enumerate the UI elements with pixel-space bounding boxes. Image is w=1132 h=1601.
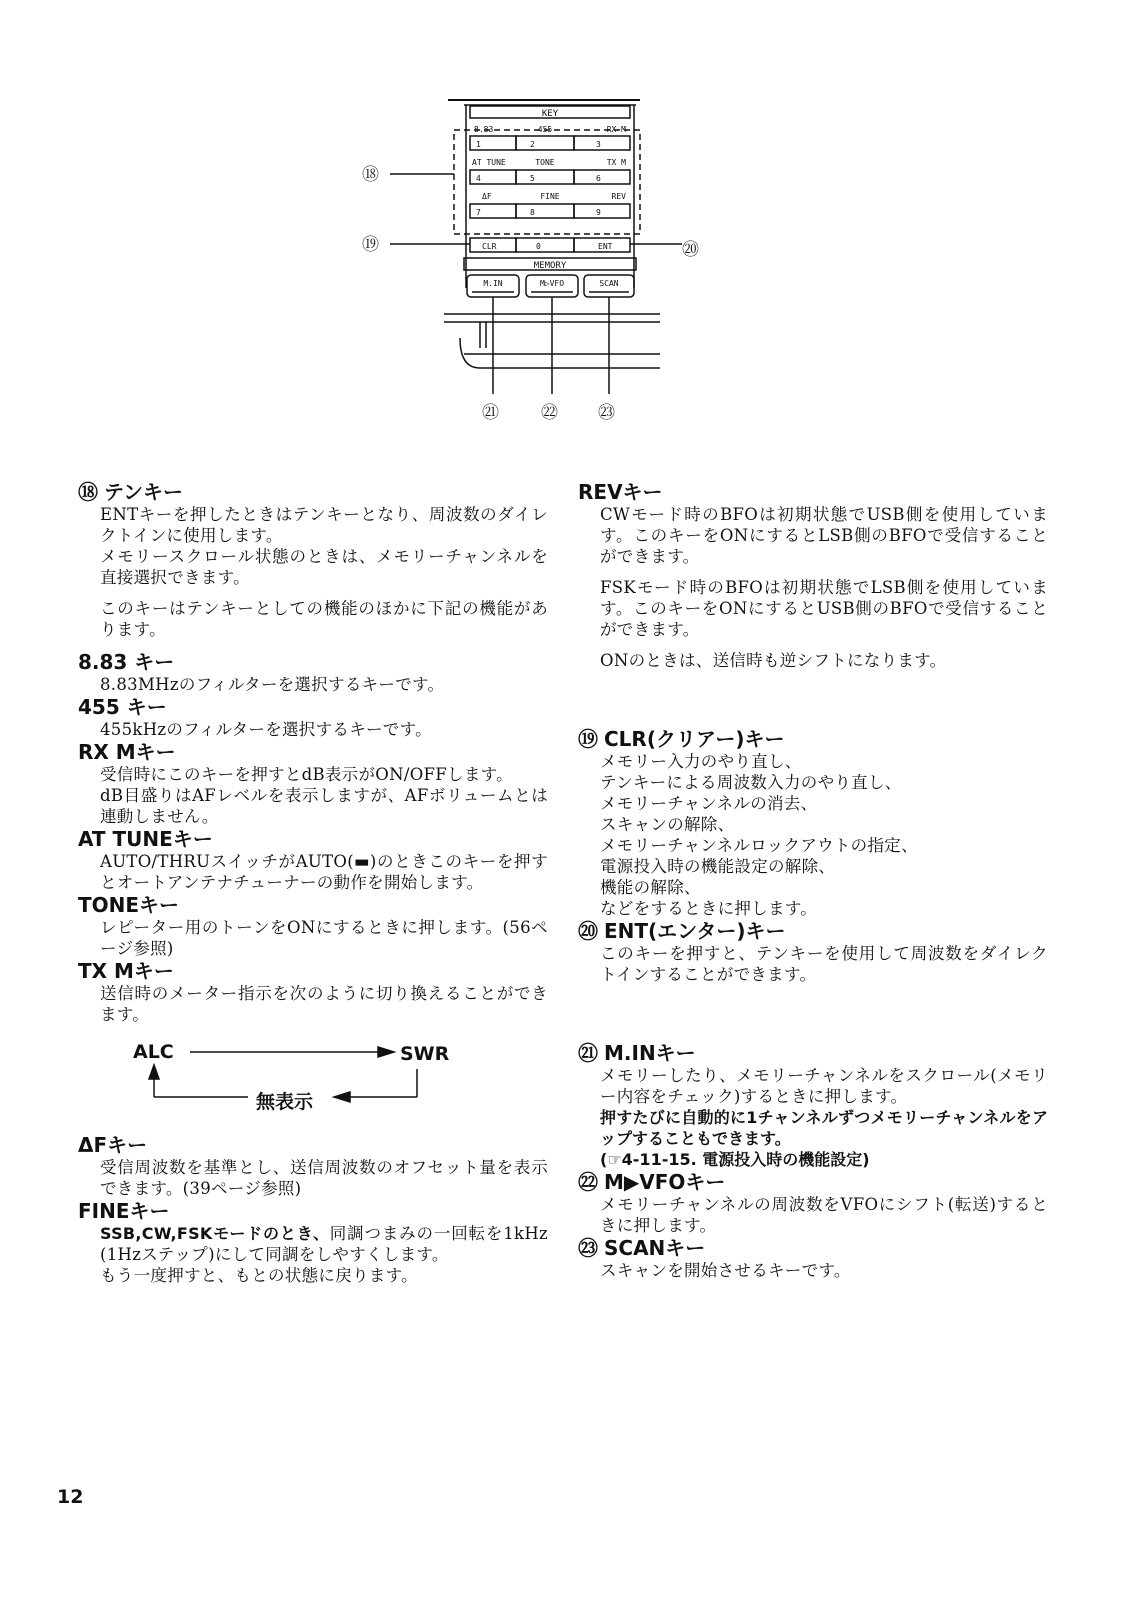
meter-alc-label: ALC	[133, 1041, 174, 1063]
diagram-label-rxm: RX M	[606, 125, 626, 134]
clr-line-6: 電源投入時の機能設定の解除、	[600, 857, 836, 876]
diagram-label-883: 8.83	[474, 125, 494, 134]
min-heading: ㉑ M.INキー	[578, 1041, 696, 1065]
scan-desc: スキャンを開始させるキーです。	[600, 1261, 851, 1280]
callout-21: ㉑	[482, 403, 499, 423]
clr-line-5: メモリーチャンネルロックアウトの指定、	[600, 836, 918, 855]
min-desc-2: 押すたびに自動的に1チャンネルずつメモリーチャンネルをアップすることもできます。	[600, 1108, 1048, 1148]
diagram-key-scan: SCAN	[599, 279, 619, 288]
tone-heading: TONEキー	[78, 893, 180, 917]
k455-heading: 455 キー	[78, 695, 167, 719]
tenkey-heading: ⑱ テンキー	[78, 480, 183, 504]
df-heading: ΔFキー	[78, 1133, 148, 1157]
rev-desc-1: CWモード時のBFOは初期状態でUSB側を使用しています。このキーをONにするとLSB側のBFOで受信することができます。	[600, 505, 1048, 566]
callout-19: ⑲	[362, 235, 379, 255]
callout-23: ㉓	[598, 403, 615, 423]
min-desc-3: (☞4-11-15. 電源投入時の機能設定)	[600, 1150, 870, 1169]
diagram-key-1: 1	[476, 140, 481, 149]
clr-line-2: テンキーによる周波数入力のやり直し、	[600, 773, 902, 792]
meter-cycle-diagram	[78, 1035, 548, 1125]
diagram-key-7: 7	[476, 208, 481, 217]
diagram-key-6: 6	[596, 174, 601, 183]
keypad-diagram	[360, 92, 720, 432]
rxm-desc-1: 受信時にこのキーを押すとdB表示がON/OFFします。	[100, 765, 513, 784]
meter-off-label: 無表示	[256, 1091, 314, 1113]
diagram-key-4: 4	[476, 174, 481, 183]
diagram-panel-title: KEY	[541, 109, 559, 119]
diagram-label-attune: AT TUNE	[472, 158, 506, 167]
k883-heading: 8.83 キー	[78, 650, 175, 674]
callout-20: ⑳	[682, 240, 699, 260]
callout-22: ㉒	[541, 403, 558, 423]
min-desc-1: メモリーしたり、メモリーチャンネルをスクロール(メモリー内容をチェック)するときに押します。	[600, 1066, 1048, 1106]
diagram-key-mvfo: M▷VFO	[539, 279, 565, 288]
clr-line-3: メモリーチャンネルの消去、	[600, 794, 818, 813]
meter-cycle-arrows	[78, 1035, 458, 1125]
clr-line-1: メモリー入力のやり直し、	[600, 752, 802, 771]
meter-swr-label: SWR	[400, 1043, 450, 1065]
ent-heading: ⑳ ENT(エンター)キー	[578, 919, 786, 943]
diagram-label-tone: TONE	[535, 158, 555, 167]
rxm-desc-2: dB目盛りはAFレベルを表示しますが、AFボリュームとは連動しません。	[100, 786, 548, 826]
diagram-label-rev: REV	[611, 192, 626, 201]
txm-desc: 送信時のメーター指示を次のように切り換えることができます。	[100, 984, 548, 1024]
ent-desc: このキーを押すと、テンキーを使用して周波数をダイレクトインすることができます。	[600, 944, 1048, 984]
tone-desc: レピーター用のトーンをONにするときに押します。(56ページ参照)	[100, 918, 548, 958]
diagram-label-txm: TX M	[606, 158, 626, 167]
k883-desc: 8.83MHzのフィルターを選択するキーです。	[100, 675, 445, 694]
diagram-label-df: ΔF	[482, 192, 492, 201]
clr-heading: ⑲ CLR(クリアー)キー	[578, 727, 785, 751]
diagram-key-clr: CLR	[482, 242, 497, 251]
fine-desc-1	[78, 1223, 548, 1265]
clr-line-7: 機能の解除、	[600, 878, 701, 897]
fine-heading: FINEキー	[78, 1199, 170, 1223]
diagram-key-9: 9	[596, 208, 601, 217]
txm-heading: TX Mキー	[78, 959, 174, 983]
fine-desc-rest: 同調つまみの一回転を1kHz (1Hzステップ)にして同調をしやすくします。	[100, 1224, 549, 1264]
callout-18: ⑱	[362, 165, 379, 185]
diagram-memory-title: MEMORY	[533, 261, 567, 271]
diagram-label-fine: FINE	[540, 192, 560, 201]
df-desc: 受信周波数を基準とし、送信周波数のオフセット量を表示できます。(39ページ参照)	[100, 1158, 548, 1198]
rev-heading: REVキー	[578, 480, 663, 504]
diagram-key-min: M.IN	[483, 279, 503, 288]
tenkey-desc-1: ENTキーを押したときはテンキーとなり、周波数のダイレクトインに使用します。	[100, 505, 548, 545]
rxm-heading: RX Mキー	[78, 740, 176, 764]
tenkey-desc-3: このキーはテンキーとしての機能のほかに下記の機能があります。	[100, 599, 548, 639]
rev-desc-3: ONのときは、送信時も逆シフトになります。	[600, 651, 947, 670]
diagram-key-5: 5	[530, 174, 535, 183]
attune-desc: AUTO/THRUスイッチがAUTO(▬)のときこのキーを押すとオートアンテナチューナーの動作を開始します。	[100, 852, 548, 892]
diagram-key-8: 8	[530, 208, 535, 217]
k455-desc: 455kHzのフィルターを選択するキーです。	[100, 720, 432, 739]
left-column	[78, 480, 548, 1286]
page-number: 12	[57, 1486, 84, 1508]
diagram-key-ent: ENT	[598, 242, 613, 251]
mvfo-heading: ㉒ M▶VFOキー	[578, 1170, 726, 1194]
fine-desc-lead: SSB,CW,FSKモードのとき、	[100, 1224, 330, 1243]
mvfo-desc: メモリーチャンネルの周波数をVFOにシフト(転送)するときに押します。	[600, 1195, 1048, 1235]
diagram-key-0: 0	[536, 242, 541, 251]
clr-line-8: などをするときに押します。	[600, 899, 818, 918]
rev-desc-2: FSKモード時のBFOは初期状態でLSB側を使用しています。このキーをONにするとUSB側のBFOで受信することができます。	[600, 578, 1048, 639]
scan-heading: ㉓ SCANキー	[578, 1236, 706, 1260]
right-column	[578, 480, 1048, 1281]
clr-line-4: スキャンの解除、	[600, 815, 735, 834]
diagram-label-455: 455	[537, 125, 553, 134]
diagram-key-2: 2	[530, 140, 535, 149]
diagram-key-3: 3	[596, 140, 601, 149]
tenkey-desc-2: メモリースクロール状態のときは、メモリーチャンネルを直接選択できます。	[100, 547, 548, 587]
fine-desc-2: もう一度押すと、もとの状態に戻ります。	[100, 1266, 418, 1285]
attune-heading: AT TUNEキー	[78, 827, 213, 851]
